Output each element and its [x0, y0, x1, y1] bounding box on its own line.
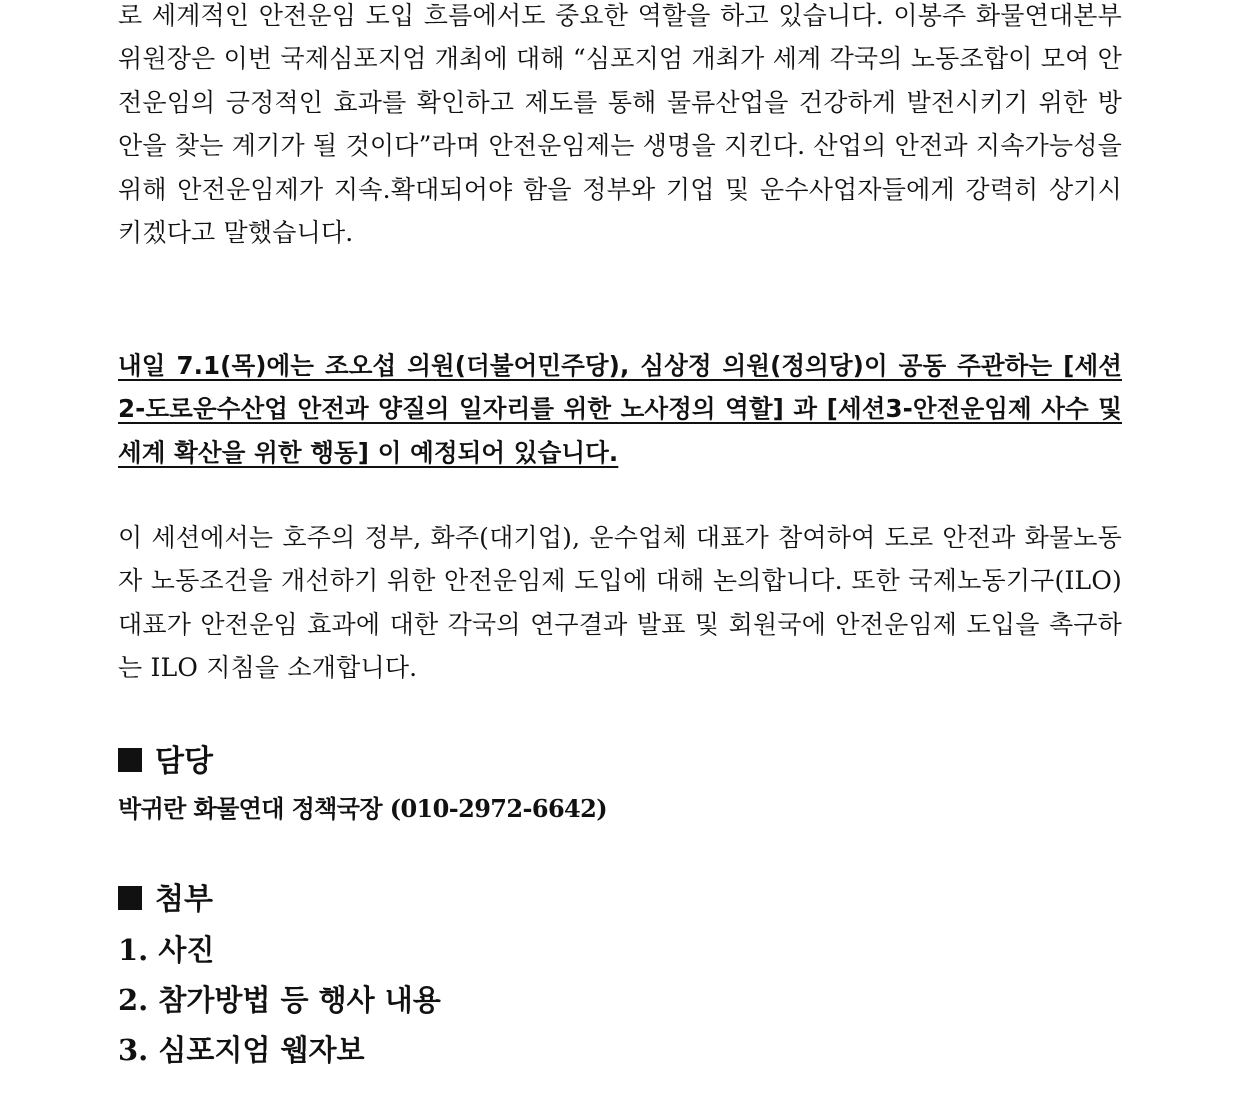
- contact-person-line: 박귀란 화물연대 정책국장 (010-2972-6642): [118, 794, 608, 823]
- attachments-heading: [118, 880, 213, 920]
- attachment-item-event-details: 2. 참가방법 등 행사 내용: [118, 983, 441, 1017]
- attachment-item-photo: 1. 사진: [118, 933, 215, 967]
- contact-heading: [118, 742, 213, 782]
- paragraph-symposium-intro: 로 세계적인 안전운임 도입 흐름에서도 중요한 역할을 하고 있습니다. 이봉주 화물연대본부 위원장은 이번 국제심포지엄 개최에 대해 “심포지엄 개최가 세계 각국의 노동조합이 모여 안전운임의 긍정적인 효과를 확인하고 제도를 통해 물류산업을 건강하게 발전시키기 위한 방안을 찾는 계기가 될 것이다”라며 안전운임제는 생명을 지킨다. 산업의 안전과 지속가능성을 위해 안전운임제가 지속.확대되어야 함을 정부와 기업 및 운수사업자들에게 강력히 상기시키겠다고 말했습니다.: [118, 1, 1122, 248]
- paragraph-session-description: 이 세션에서는 호주의 정부, 화주(대기업), 운수업체 대표가 참여하여 도로 안전과 화물노동자 노동조건을 개선하기 위한 안전운임제 도입에 대해 논의합니다. 또한 국제노동기구(ILO) 대표가 안전운임 효과에 대한 각국의 연구결과 발표 및 회원국에 안전운임제 도입을 촉구하는 ILO 지침을 소개합니다.: [118, 523, 1122, 683]
- attachments-heading-text: 첨부: [155, 882, 213, 917]
- contact-heading-text: 담당: [155, 744, 213, 779]
- attachment-item-web-poster: 3. 심포지엄 웹자보: [118, 1033, 365, 1067]
- black-square-bullet-icon: [118, 748, 142, 772]
- paragraph-session-schedule: 내일 7.1(목)에는 조오섭 의원(더불어민주당), 심상정 의원(정의당)이 공동 주관하는 [세션2-도로운수산업 안전과 양질의 일자리를 위한 노사정의 역할] 과 [세션3-안전운임제 사수 및 세계 확산을 위한 행동] 이 예정되어 있습니다.: [118, 351, 1122, 467]
- black-square-bullet-icon: [118, 886, 142, 910]
